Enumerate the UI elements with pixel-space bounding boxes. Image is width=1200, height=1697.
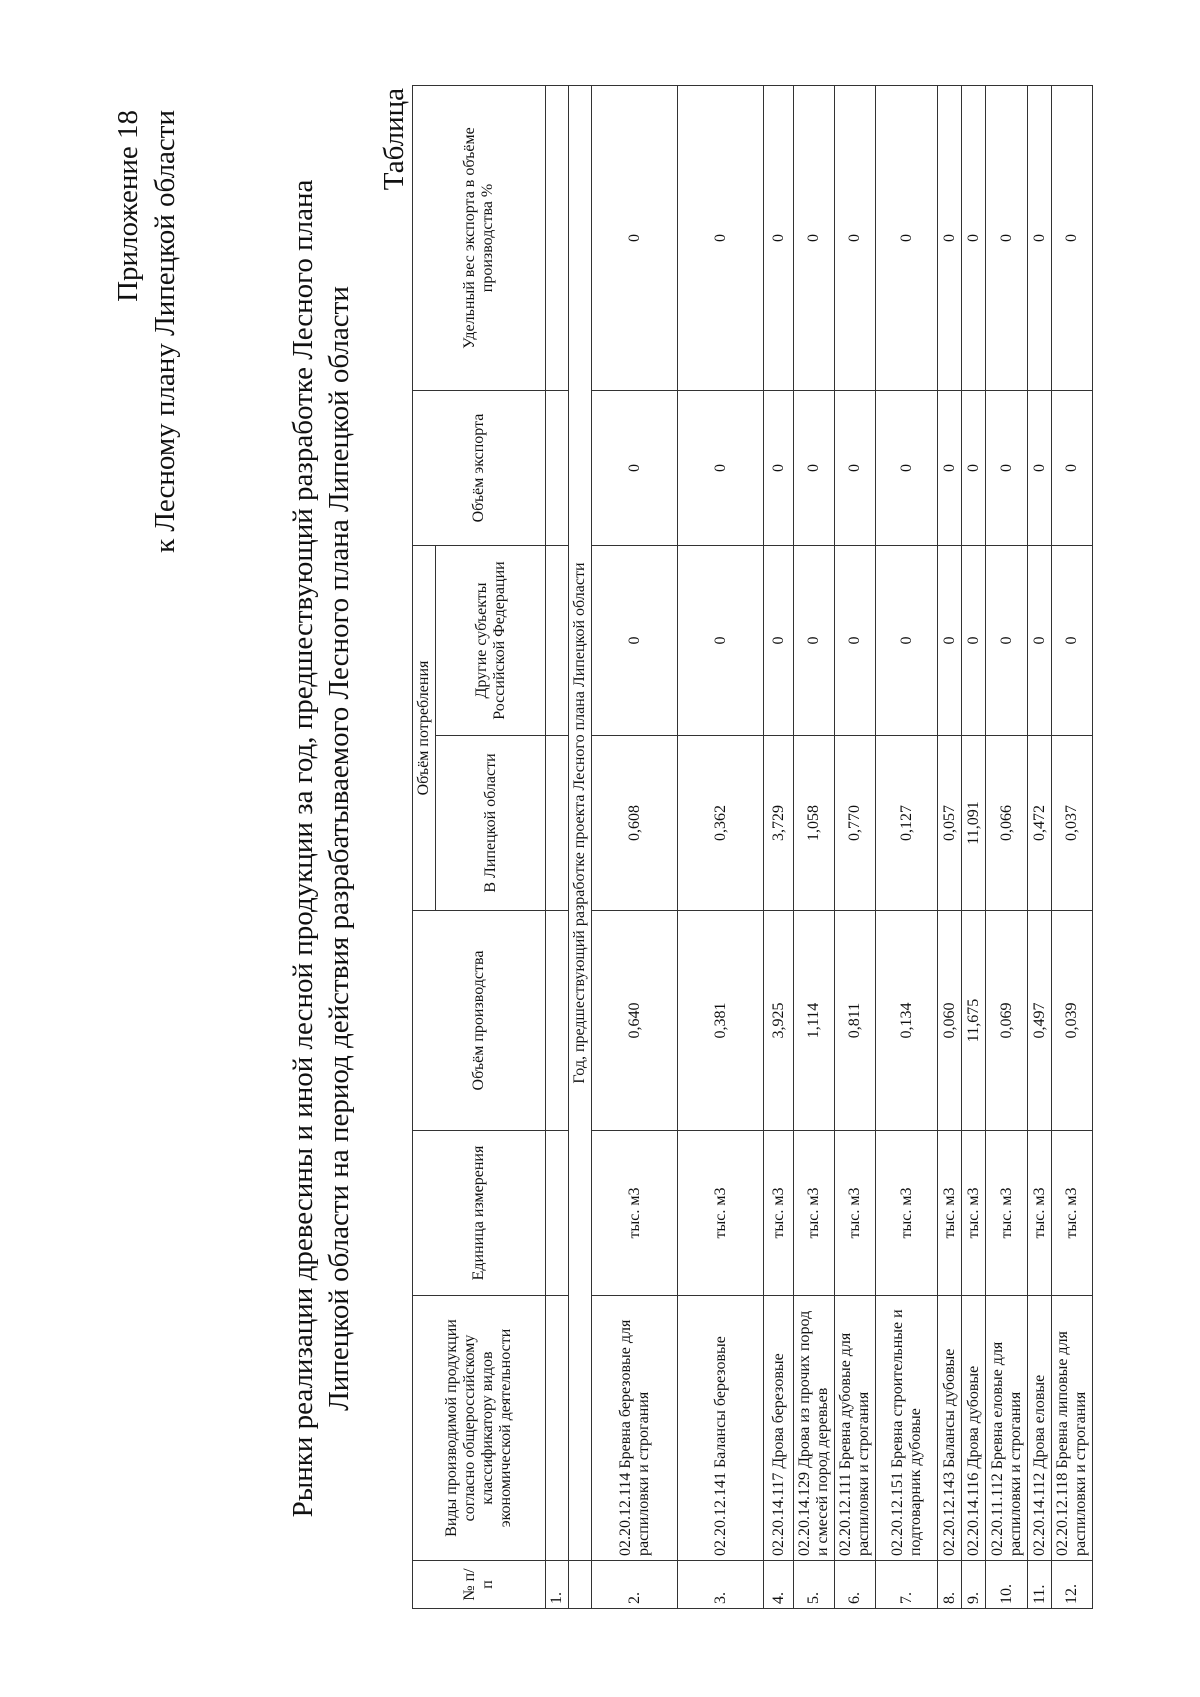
header-export: Объём экспорта [413, 391, 546, 546]
header-other: Другие субъекты Российской Федерации [436, 546, 546, 736]
header-num: № п/п [413, 1561, 546, 1609]
table-row [1052, 86, 1093, 1609]
other-regions-cell: 0 [678, 546, 764, 736]
header-share: Удельный вес экспорта в объёме производства % [413, 86, 546, 391]
production-cell: 0,060 [938, 911, 962, 1131]
other-regions-cell: 0 [1028, 546, 1052, 736]
product-kind: 02.20.12.118 Бревна липовые для распиловки и строгания [1052, 1296, 1093, 1561]
title-line-1: Рынки реализации древесины и иной лесной продукции за год, предшествующий разработке Лесного плана [287, 179, 319, 1518]
index-cell [546, 1131, 569, 1296]
row-number: 5. [794, 1561, 835, 1609]
export-cell: 0 [986, 391, 1028, 546]
export-share-cell: 0 [835, 86, 876, 391]
production-cell: 0,134 [876, 911, 938, 1131]
header-lipetsk: В Липецкой области [436, 736, 546, 911]
appendix-line-2: к Лесному плану Липецкой области [149, 110, 181, 553]
index-cell [546, 546, 569, 736]
product-kind: 02.20.12.151 Бревна строительные и подтоварник дубовые [876, 1296, 938, 1561]
lipetsk-consumption-cell: 3,729 [764, 736, 794, 911]
unit-cell: тыс. м3 [592, 1131, 678, 1296]
unit-cell: тыс. м3 [962, 1131, 986, 1296]
index-cell [546, 911, 569, 1131]
export-cell: 0 [876, 391, 938, 546]
row-number: 10. [986, 1561, 1028, 1609]
row-number: 4. [764, 1561, 794, 1609]
row-number: 8. [938, 1561, 962, 1609]
lipetsk-consumption-cell: 1,058 [794, 736, 835, 911]
export-cell: 0 [962, 391, 986, 546]
lipetsk-consumption-cell: 0,608 [592, 736, 678, 911]
unit-cell: тыс. м3 [764, 1131, 794, 1296]
lipetsk-consumption-cell: 0,362 [678, 736, 764, 911]
export-cell: 0 [938, 391, 962, 546]
title-line-2: Липецкой области на период действия разрабатываемого Лесного плана Липецкой области [323, 286, 355, 1411]
lipetsk-consumption-cell: 0,127 [876, 736, 938, 911]
index-row [546, 86, 569, 1609]
row-number: 7. [876, 1561, 938, 1609]
export-share-cell: 0 [1028, 86, 1052, 391]
lipetsk-consumption-cell: 0,472 [1028, 736, 1052, 911]
export-cell: 0 [835, 391, 876, 546]
production-cell: 3,925 [764, 911, 794, 1131]
unit-cell: тыс. м3 [1052, 1131, 1093, 1296]
row-number: 9. [962, 1561, 986, 1609]
table-label: Таблица [378, 88, 410, 191]
product-kind: 02.20.12.141 Балансы березовые [678, 1296, 764, 1561]
product-kind: 02.20.12.114 Бревна березовые для распиловки и строгания [592, 1296, 678, 1561]
section-label: Год, предшествующий разработке проекта Лесного плана Липецкой области [569, 86, 592, 1561]
index-cell [546, 1296, 569, 1561]
unit-cell: тыс. м3 [1028, 1131, 1052, 1296]
export-share-cell: 0 [794, 86, 835, 391]
table-row [962, 86, 986, 1609]
lipetsk-consumption-cell: 0,057 [938, 736, 962, 911]
header-kind: Виды производимой продукции согласно общероссийскому классификатору видов экономической деятельности [413, 1296, 546, 1561]
row-number: 3. [678, 1561, 764, 1609]
other-regions-cell: 0 [794, 546, 835, 736]
export-share-cell: 0 [938, 86, 962, 391]
table-row [764, 86, 794, 1609]
export-share-cell: 0 [876, 86, 938, 391]
production-cell: 11,675 [962, 911, 986, 1131]
product-kind: 02.20.12.111 Бревна дубовые для распиловки и строгания [835, 1296, 876, 1561]
other-regions-cell: 0 [876, 546, 938, 736]
section-row [569, 86, 592, 1609]
unit-cell: тыс. м3 [876, 1131, 938, 1296]
lipetsk-consumption-cell: 0,066 [986, 736, 1028, 911]
export-share-cell: 0 [986, 86, 1028, 391]
index-cell [546, 736, 569, 911]
lipetsk-consumption-cell: 11,091 [962, 736, 986, 911]
export-cell: 0 [794, 391, 835, 546]
table-row [938, 86, 962, 1609]
unit-cell: тыс. м3 [835, 1131, 876, 1296]
product-kind: 02.20.14.116 Дрова дубовые [962, 1296, 986, 1561]
product-kind: 02.20.12.143 Балансы дубовые [938, 1296, 962, 1561]
lipetsk-consumption-cell: 0,770 [835, 736, 876, 911]
header-row-1 [413, 86, 436, 1609]
row-number: 11. [1028, 1561, 1052, 1609]
production-cell: 1,114 [794, 911, 835, 1131]
index-cell [546, 391, 569, 546]
export-cell: 0 [764, 391, 794, 546]
export-cell: 0 [678, 391, 764, 546]
export-cell: 0 [1028, 391, 1052, 546]
table-row [592, 86, 678, 1609]
table-row [876, 86, 938, 1609]
appendix-header [110, 110, 184, 553]
export-share-cell: 0 [962, 86, 986, 391]
production-cell: 0,497 [1028, 911, 1052, 1131]
index-cell: 1. [546, 1561, 569, 1609]
row-number: 12. [1052, 1561, 1093, 1609]
table-row [835, 86, 876, 1609]
product-kind: 02.20.14.112 Дрова еловые [1028, 1296, 1052, 1561]
document-title [285, 0, 357, 1697]
export-share-cell: 0 [1052, 86, 1093, 391]
production-cell: 0,640 [592, 911, 678, 1131]
appendix-line-1: Приложение 18 [112, 110, 144, 302]
header-production: Объём производства [413, 911, 546, 1131]
product-kind: 02.20.11.112 Бревна еловые для распиловки и строгания [986, 1296, 1028, 1561]
unit-cell: тыс. м3 [794, 1131, 835, 1296]
table-row [986, 86, 1028, 1609]
section-spacer [569, 1561, 592, 1609]
table-body [546, 86, 1093, 1609]
table-row [678, 86, 764, 1609]
unit-cell: тыс. м3 [986, 1131, 1028, 1296]
export-cell: 0 [1052, 391, 1093, 546]
table-row [1028, 86, 1052, 1609]
production-cell: 0,811 [835, 911, 876, 1131]
production-cell: 0,069 [986, 911, 1028, 1131]
other-regions-cell: 0 [938, 546, 962, 736]
other-regions-cell: 0 [764, 546, 794, 736]
row-number: 6. [835, 1561, 876, 1609]
table-row [794, 86, 835, 1609]
export-share-cell: 0 [764, 86, 794, 391]
product-kind: 02.20.14.129 Дрова из прочих пород и смесей пород деревьев [794, 1296, 835, 1561]
markets-table [412, 85, 1093, 1609]
header-consumption: Объём потребления [413, 546, 436, 911]
export-cell: 0 [592, 391, 678, 546]
other-regions-cell: 0 [962, 546, 986, 736]
unit-cell: тыс. м3 [678, 1131, 764, 1296]
unit-cell: тыс. м3 [938, 1131, 962, 1296]
index-cell [546, 86, 569, 391]
header-unit: Единица измерения [413, 1131, 546, 1296]
other-regions-cell: 0 [592, 546, 678, 736]
other-regions-cell: 0 [1052, 546, 1093, 736]
other-regions-cell: 0 [835, 546, 876, 736]
row-number: 2. [592, 1561, 678, 1609]
other-regions-cell: 0 [986, 546, 1028, 736]
export-share-cell: 0 [592, 86, 678, 391]
production-cell: 0,381 [678, 911, 764, 1131]
production-cell: 0,039 [1052, 911, 1093, 1131]
lipetsk-consumption-cell: 0,037 [1052, 736, 1093, 911]
product-kind: 02.20.14.117 Дрова березовые [764, 1296, 794, 1561]
export-share-cell: 0 [678, 86, 764, 391]
